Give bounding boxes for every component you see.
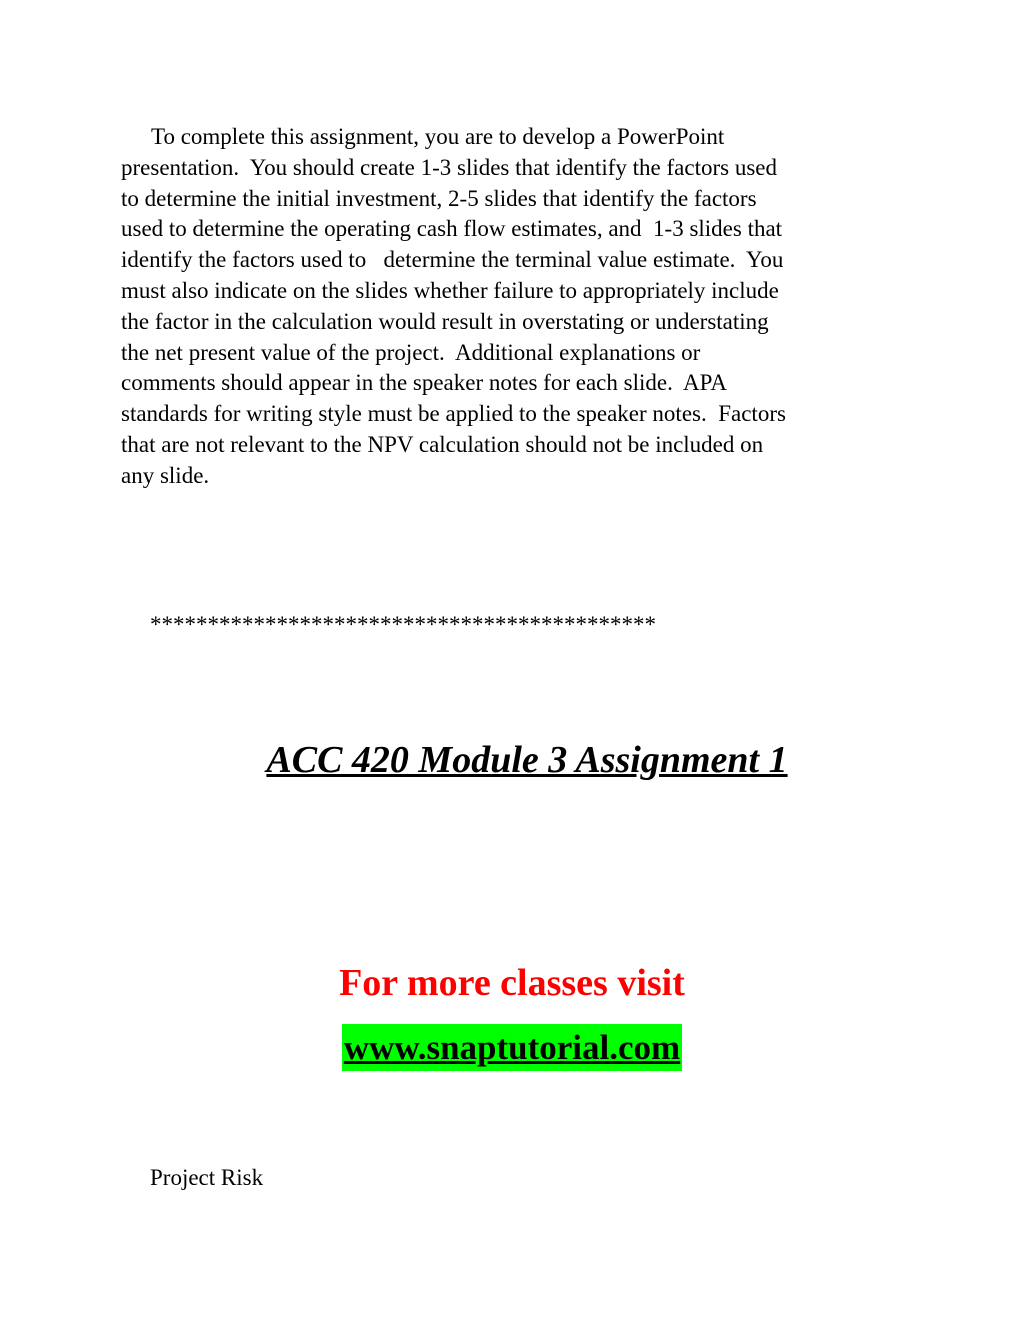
section-heading: Project Risk bbox=[150, 1165, 264, 1190]
instructions-line: To complete this assignment, you are to develop a PowerPoint bbox=[151, 124, 725, 149]
instructions-line: the factor in the calculation would result in overstating or understating bbox=[121, 308, 769, 334]
instructions-line: comments should appear in the speaker notes for each slide. APA bbox=[121, 370, 727, 396]
promo-url-link[interactable]: www.snaptutorial.com bbox=[342, 1024, 682, 1071]
instructions-line: that are not relevant to the NPV calculation should not be included on bbox=[121, 431, 764, 457]
asterisk-separator: ******************************************** bbox=[150, 612, 656, 637]
assignment-instructions bbox=[121, 122, 911, 492]
instructions-line: presentation. You should create 1-3 slides that identify the factors used bbox=[121, 154, 777, 180]
promo-url-container bbox=[0, 1024, 1024, 1071]
instructions-line: must also indicate on the slides whether failure to appropriately include bbox=[121, 277, 779, 303]
document-title: ACC 420 Module 3 Assignment 1 bbox=[266, 739, 788, 781]
instructions-line: the net present value of the project. Additional explanations or bbox=[121, 339, 701, 365]
instructions-line: identify the factors used to determine the terminal value estimate. You bbox=[121, 247, 784, 273]
instructions-line: standards for writing style must be applied to the speaker notes. Factors bbox=[121, 401, 786, 427]
instructions-line: to determine the initial investment, 2-5 slides that identify the factors bbox=[121, 185, 757, 211]
promo-text: For more classes visit bbox=[339, 962, 685, 1004]
instructions-line: used to determine the operating cash flow estimates, and 1-3 slides that bbox=[121, 216, 783, 242]
instructions-line: any slide. bbox=[121, 462, 210, 488]
